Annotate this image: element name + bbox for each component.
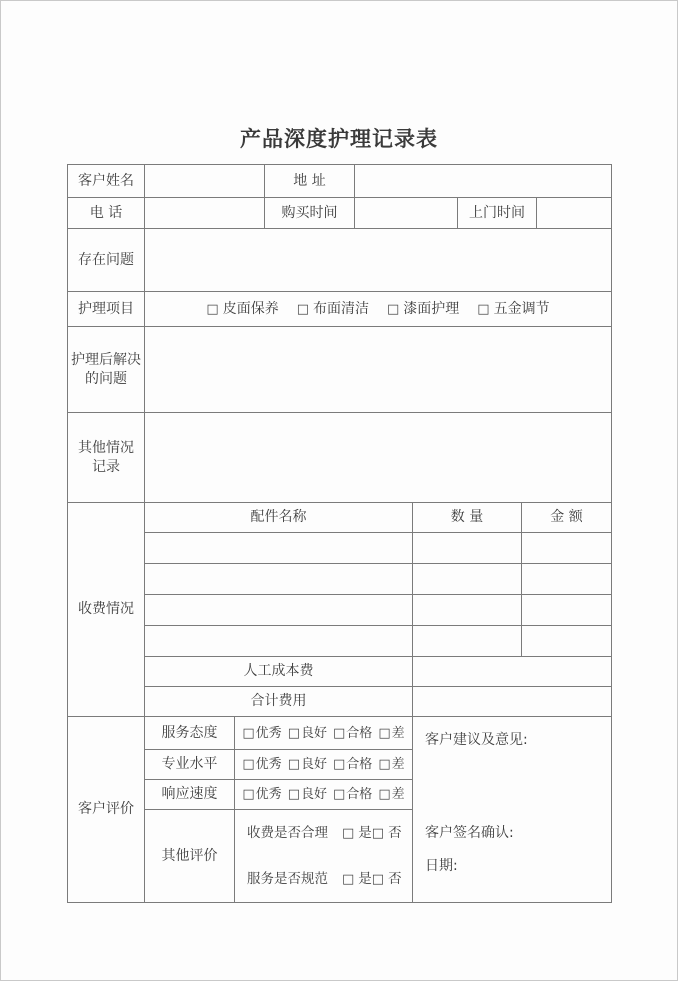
- rating-option-label: 合格: [346, 725, 373, 741]
- care-record-form: [67, 164, 612, 903]
- care-option-leather[interactable]: [206, 300, 278, 319]
- rating-option-excellent[interactable]: [242, 724, 281, 743]
- service-standard-label: 服务是否规范: [247, 870, 328, 887]
- amount-input[interactable]: [522, 626, 612, 656]
- address-input[interactable]: [355, 165, 612, 197]
- row-problems: [68, 229, 612, 292]
- date-label: 日期:: [425, 858, 458, 874]
- amount-input[interactable]: [522, 595, 612, 625]
- total-fee-input[interactable]: [413, 687, 612, 716]
- checkbox-icon[interactable]: □: [378, 787, 391, 802]
- rating-option-poor[interactable]: [378, 724, 404, 743]
- row-resolved: [68, 327, 612, 413]
- amount-input[interactable]: [522, 564, 612, 594]
- charges-row: [145, 595, 612, 626]
- rating-option-label: 合格: [346, 787, 373, 802]
- fee-reasonable-yes[interactable]: [342, 824, 372, 843]
- checkbox-icon[interactable]: □: [333, 757, 346, 772]
- checkbox-icon[interactable]: □: [378, 757, 391, 772]
- rating-option-pass[interactable]: [333, 785, 372, 804]
- care-option-label: 布面清洁: [313, 300, 369, 317]
- charges-row: [145, 533, 612, 564]
- rating-option-good[interactable]: [288, 724, 327, 743]
- care-option-label: 五金调节: [493, 300, 550, 317]
- rating-option-label: 良好: [300, 725, 327, 741]
- amount-input[interactable]: [522, 533, 612, 563]
- row-phone-times: [68, 198, 612, 229]
- fee-reasonable-line: [247, 824, 402, 843]
- care-items-label: 护理项目: [68, 292, 145, 326]
- rating-option-label: 优秀: [255, 787, 282, 802]
- part-name-input[interactable]: [145, 564, 413, 594]
- checkbox-icon[interactable]: □: [287, 787, 300, 802]
- rating-option-pass[interactable]: [333, 755, 372, 774]
- rating-option-poor[interactable]: [378, 755, 404, 774]
- phone-label: 电 话: [68, 198, 145, 228]
- qty-input[interactable]: [413, 626, 522, 656]
- customer-name-input[interactable]: [145, 165, 265, 197]
- rating-row-professional-level: [145, 750, 413, 780]
- rating-options: [235, 750, 413, 779]
- rating-options: [235, 717, 413, 749]
- rating-option-label: 良好: [300, 757, 327, 772]
- qty-input[interactable]: [413, 595, 522, 625]
- checkbox-icon[interactable]: □: [477, 301, 490, 317]
- problems-label: 存在问题: [68, 229, 145, 291]
- col-amount: 金 额: [522, 503, 612, 532]
- yes-label: 是: [358, 870, 372, 887]
- checkbox-icon[interactable]: □: [242, 787, 255, 802]
- fee-reasonable-label: 收费是否合理: [247, 824, 328, 841]
- page-title: 产品深度护理记录表: [240, 127, 438, 151]
- qty-input[interactable]: [413, 533, 522, 563]
- care-option-paint[interactable]: [387, 300, 459, 319]
- visit-time-input[interactable]: [537, 198, 612, 228]
- rating-option-label: 差: [391, 787, 405, 802]
- customer-name-label: 客户姓名: [68, 165, 145, 197]
- col-qty: 数 量: [413, 503, 522, 532]
- checkbox-icon[interactable]: □: [371, 871, 385, 887]
- checkbox-icon[interactable]: □: [342, 871, 355, 887]
- checkbox-icon[interactable]: □: [242, 725, 255, 741]
- checkbox-icon[interactable]: □: [387, 301, 400, 317]
- other-notes-label-line2: 记录: [92, 458, 120, 475]
- charges-row: [145, 564, 612, 595]
- care-items-options: [145, 292, 612, 326]
- resolved-label-line1: 护理后解决: [71, 351, 141, 368]
- rating-label: 专业水平: [145, 750, 235, 779]
- charges-table: [145, 503, 612, 716]
- customer-feedback-cell[interactable]: [413, 717, 612, 902]
- rating-option-poor[interactable]: [378, 785, 404, 804]
- other-notes-label-line1: 其他情况: [78, 439, 134, 456]
- total-fee-label: 合计费用: [145, 687, 413, 716]
- section-evaluation: [68, 717, 612, 903]
- rating-option-excellent[interactable]: [242, 785, 281, 804]
- rating-label: 响应速度: [145, 780, 235, 809]
- resolved-label: [68, 327, 145, 412]
- checkbox-icon[interactable]: □: [287, 725, 300, 741]
- service-standard-line: [247, 870, 402, 889]
- rating-options: [235, 780, 413, 809]
- signature-label: 客户签名确认:: [425, 825, 514, 841]
- checkbox-icon[interactable]: □: [296, 301, 309, 317]
- rating-option-label: 差: [391, 725, 405, 741]
- care-option-hardware[interactable]: [477, 300, 549, 319]
- rating-option-good[interactable]: [288, 755, 327, 774]
- checkbox-icon[interactable]: □: [378, 725, 391, 741]
- care-option-label: 皮面保养: [222, 300, 279, 317]
- section-charges: [68, 503, 612, 717]
- service-standard-no[interactable]: [372, 870, 402, 889]
- yes-label: 是: [358, 824, 372, 841]
- checkbox-icon[interactable]: □: [333, 725, 346, 741]
- row-care-items: [68, 292, 612, 327]
- part-name-input[interactable]: [145, 626, 413, 656]
- no-label: 否: [388, 870, 402, 887]
- other-evaluation-label: 其他评价: [145, 810, 235, 902]
- rating-row-service-attitude: [145, 717, 413, 750]
- resolved-input[interactable]: [145, 327, 612, 412]
- row-other-notes: [68, 413, 612, 503]
- row-customer-address: [68, 165, 612, 198]
- visit-time-label: 上门时间: [458, 198, 537, 228]
- rating-option-pass[interactable]: [333, 724, 372, 743]
- part-name-input[interactable]: [145, 595, 413, 625]
- rating-option-excellent[interactable]: [242, 755, 281, 774]
- checkbox-icon[interactable]: □: [206, 301, 219, 317]
- rating-option-label: 优秀: [255, 725, 282, 741]
- rating-option-label: 优秀: [255, 757, 282, 772]
- address-label: 地 址: [265, 165, 355, 197]
- labor-fee-label: 人工成本费: [145, 657, 413, 686]
- purchase-time-label: 购买时间: [265, 198, 355, 228]
- col-part-name: 配件名称: [145, 503, 413, 532]
- labor-fee-row: [145, 657, 612, 687]
- rating-option-label: 合格: [346, 757, 373, 772]
- other-evaluation-row: [145, 810, 413, 902]
- rating-row-response-speed: [145, 780, 413, 810]
- resolved-label-line2: 的问题: [85, 370, 127, 387]
- rating-option-label: 差: [391, 757, 405, 772]
- other-evaluation-content: [235, 810, 413, 902]
- purchase-time-input[interactable]: [355, 198, 458, 228]
- rating-label: 服务态度: [145, 717, 235, 749]
- checkbox-icon[interactable]: □: [242, 757, 255, 772]
- charges-row: [145, 626, 612, 657]
- suggestion-label: 客户建议及意见:: [425, 732, 528, 748]
- rating-option-label: 良好: [300, 787, 327, 802]
- labor-fee-input[interactable]: [413, 657, 612, 686]
- checkbox-icon[interactable]: □: [333, 787, 346, 802]
- problems-input[interactable]: [145, 229, 612, 291]
- charges-label: 收费情况: [68, 503, 145, 716]
- service-standard-yes[interactable]: [342, 870, 372, 889]
- checkbox-icon[interactable]: □: [342, 825, 355, 841]
- fee-reasonable-no[interactable]: [372, 824, 402, 843]
- care-option-fabric[interactable]: [297, 300, 369, 319]
- phone-input[interactable]: [145, 198, 265, 228]
- other-notes-input[interactable]: [145, 413, 612, 502]
- checkbox-icon[interactable]: □: [287, 757, 300, 772]
- charges-header-row: [145, 503, 612, 533]
- no-label: 否: [388, 824, 402, 841]
- other-notes-label: [68, 413, 145, 502]
- part-name-input[interactable]: [145, 533, 413, 563]
- qty-input[interactable]: [413, 564, 522, 594]
- evaluation-ratings: [145, 717, 413, 902]
- rating-option-good[interactable]: [288, 785, 327, 804]
- care-option-label: 漆面护理: [403, 300, 460, 317]
- total-fee-row: [145, 687, 612, 716]
- evaluation-label: 客户评价: [68, 717, 145, 902]
- checkbox-icon[interactable]: □: [371, 825, 385, 841]
